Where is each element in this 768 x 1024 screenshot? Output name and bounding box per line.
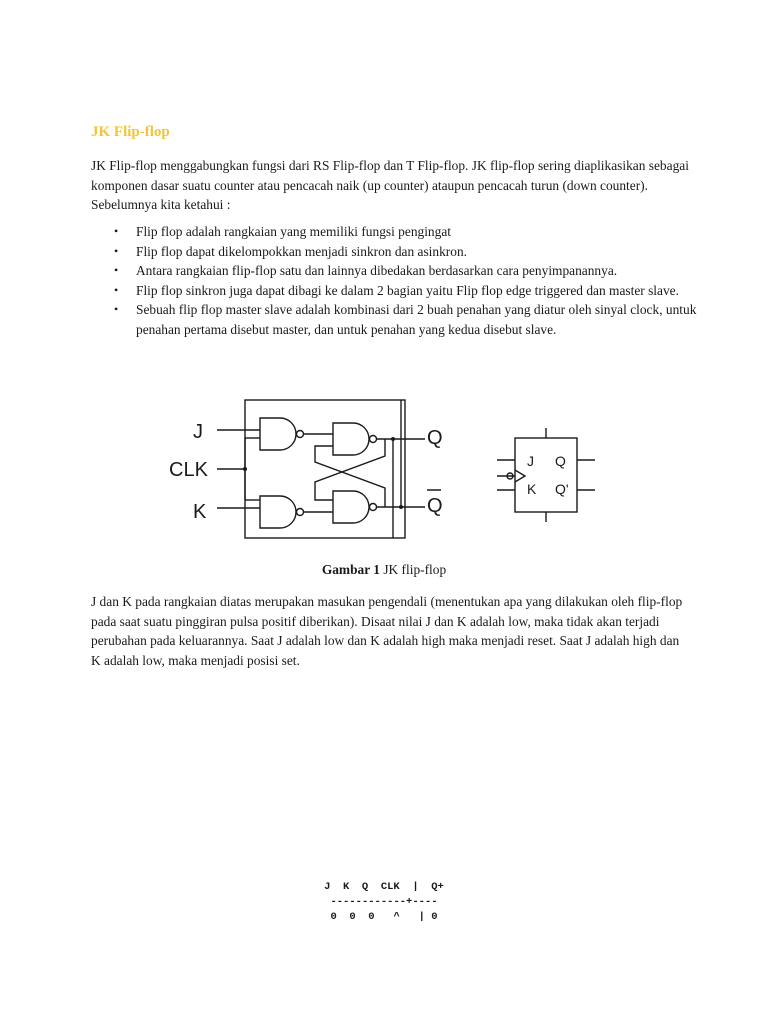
symbol-label-j: J bbox=[527, 453, 534, 469]
list-item: • Sebuah flip flop master slave adalah kombinasi dari 2 buah penahan yang diatur oleh sinyal clock, untuk penahan pertama disebut master, dan untuk penahan yang kedua disebut slave. bbox=[114, 302, 697, 337]
list-item: • Flip flop dapat dikelompokkan menjadi sinkron dan asinkron. bbox=[91, 242, 701, 262]
truth-table bbox=[0, 880, 768, 925]
truth-table-row: 0 0 0 ^ | 0 bbox=[330, 911, 438, 923]
bullet-list bbox=[91, 222, 701, 339]
circuit-label-j: J bbox=[193, 421, 203, 443]
circuit-label-clk: CLK bbox=[169, 459, 208, 481]
list-item: • Flip flop adalah rangkaian yang memiliki fungsi pengingat bbox=[91, 222, 701, 242]
body-paragraph: J dan K pada rangkaian diatas merupakan masukan pengendali (menentukan apa yang dilakukan oleh flip-flop pada saat suatu pinggiran pulsa positif diberikan). Disaat nilai J dan K adalah low, maka tidak akan terjadi perubahan pada keluarannya. Saat J adalah low dan K adalah high maka menjadi reset. Saat J adalah high dan K adalah low, maka menjadi posisi set. bbox=[91, 594, 683, 668]
caption-label: Gambar 1 bbox=[321, 562, 380, 577]
bullet-icon: • bbox=[114, 224, 119, 238]
truth-table-separator: ------------+---- bbox=[330, 896, 438, 908]
symbol-label-q-prime: Q' bbox=[555, 481, 569, 497]
intro-paragraph: JK Flip-flop menggabungkan fungsi dari RS Flip-flop dan T Flip-flop. JK flip-flop sering diaplikasikan sebagai komponen dasar suatu counter atau pencacah naik (up counter) ataupun pencacah turun (down counter). Sebelumnya kita ketahui : bbox=[91, 158, 689, 212]
jk-flip-flop-figure bbox=[155, 390, 615, 550]
circuit-label-k: K bbox=[193, 501, 207, 523]
section-heading: JK Flip-flop bbox=[91, 124, 170, 140]
bullet-icon: • bbox=[114, 263, 119, 277]
bullet-icon: • bbox=[114, 302, 119, 316]
bullet-icon: • bbox=[114, 282, 119, 297]
bullet-icon: • bbox=[114, 243, 119, 258]
truth-table-header: J K Q CLK | Q+ bbox=[324, 881, 444, 893]
list-item: • Flip flop sinkron juga dapat dibagi ke dalam 2 bagian yaitu Flip flop edge triggered dan master slave. bbox=[91, 281, 701, 301]
circuit-label-q-bar: Q bbox=[427, 495, 443, 517]
caption-text: JK flip-flop bbox=[379, 562, 447, 577]
list-item: • Antara rangkaian flip-flop satu dan lainnya dibedakan berdasarkan cara penyimpanannya. bbox=[91, 261, 701, 281]
figure-caption bbox=[0, 562, 768, 578]
symbol-label-k: K bbox=[527, 481, 537, 497]
symbol-label-q: Q bbox=[555, 453, 566, 469]
circuit-label-q: Q bbox=[427, 427, 443, 449]
